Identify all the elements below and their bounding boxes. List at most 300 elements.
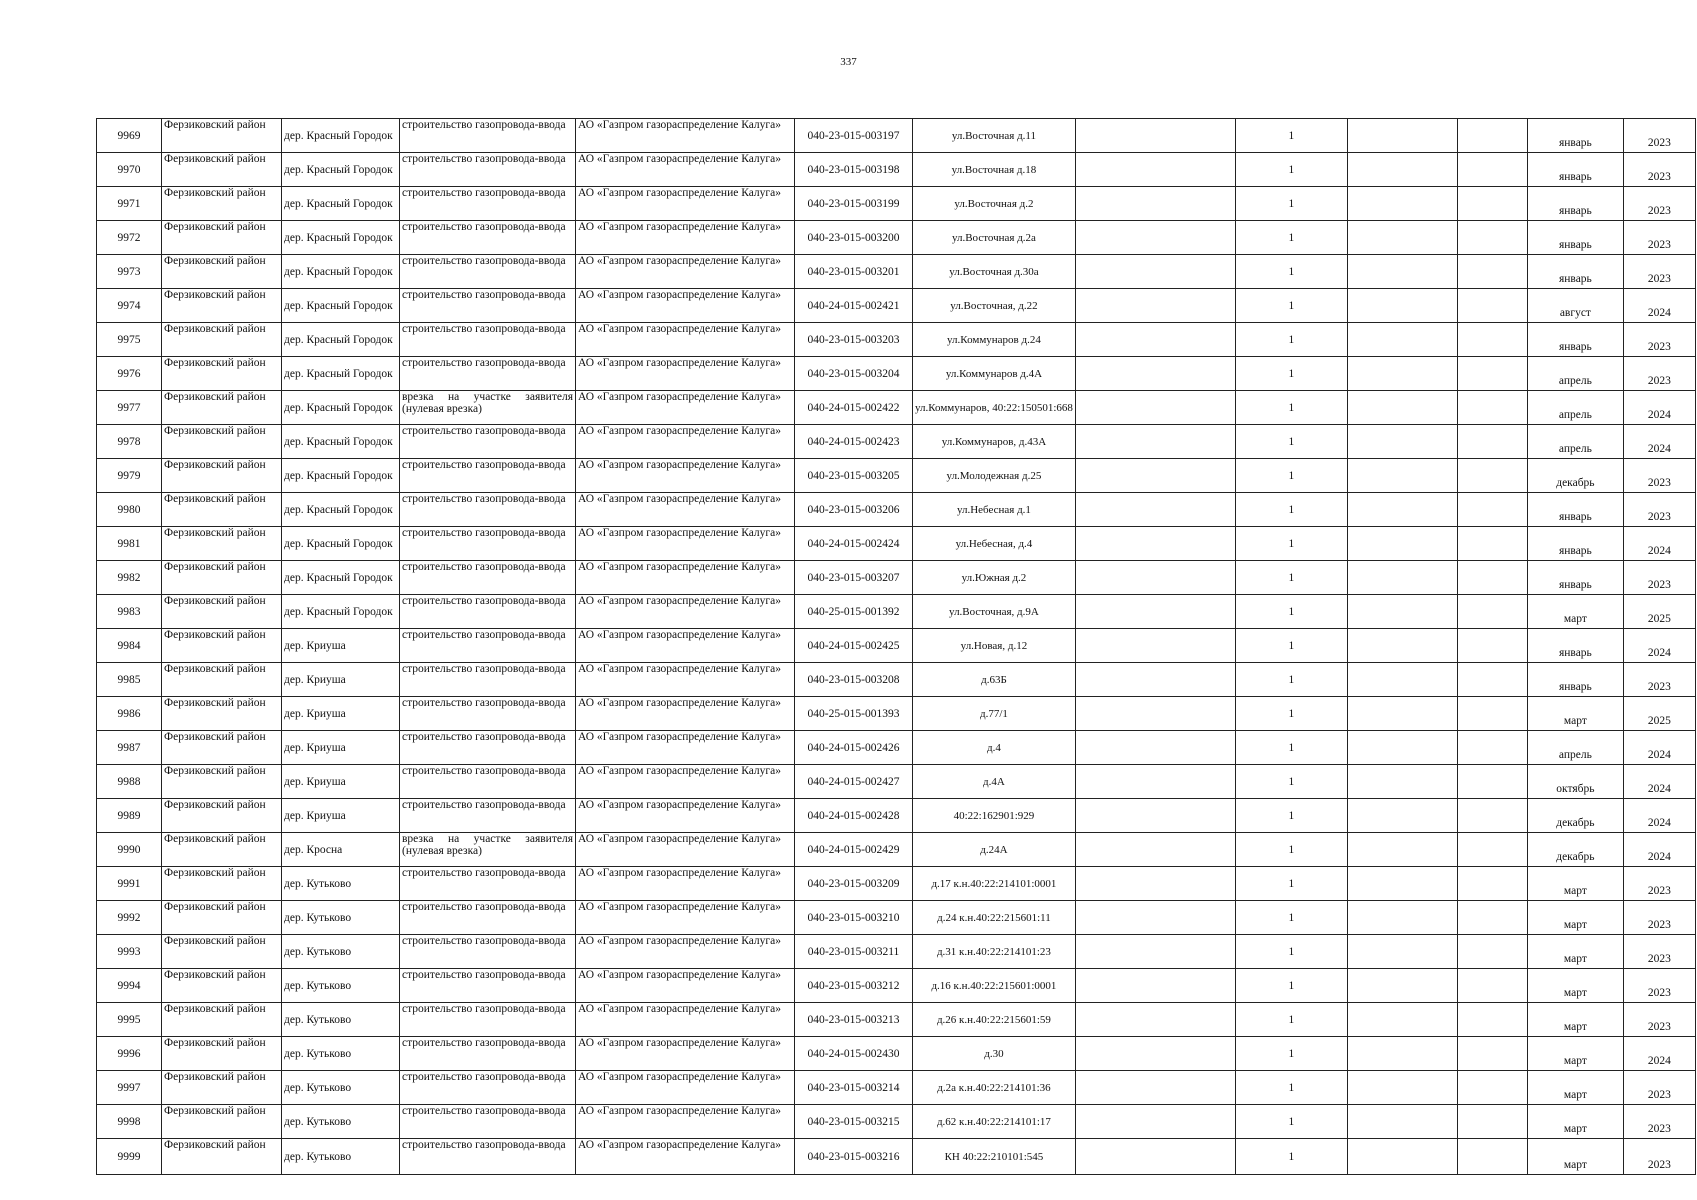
address-cell: д.24А (913, 833, 1076, 867)
month-cell: март (1527, 1071, 1623, 1105)
quantity-cell: 1 (1235, 629, 1347, 663)
organization-cell: АО «Газпром газораспределение Калуга» (576, 255, 795, 289)
year-cell: 2024 (1623, 1037, 1695, 1071)
year-cell: 2023 (1623, 255, 1695, 289)
empty-cell (1347, 459, 1457, 493)
work-type-cell: строительство газопровода-ввода (400, 799, 576, 833)
empty-cell (1457, 1037, 1527, 1071)
organization-cell: АО «Газпром газораспределение Калуга» (576, 595, 795, 629)
year-cell: 2024 (1623, 527, 1695, 561)
empty-cell (1457, 901, 1527, 935)
organization-cell: АО «Газпром газораспределение Калуга» (576, 391, 795, 425)
empty-cell (1347, 323, 1457, 357)
locality-cell: дер. Красный Городок (282, 221, 400, 255)
address-cell: ул.Коммунаров д.4А (913, 357, 1076, 391)
empty-cell (1457, 459, 1527, 493)
locality-cell: дер. Красный Городок (282, 561, 400, 595)
locality-cell: дер. Красный Городок (282, 153, 400, 187)
district-cell: Ферзиковский район (162, 255, 282, 289)
district-cell: Ферзиковский район (162, 901, 282, 935)
table-row (97, 1105, 1696, 1139)
month-cell: март (1527, 1037, 1623, 1071)
work-type-cell: строительство газопровода-ввода (400, 1139, 576, 1175)
row-number-cell: 9974 (97, 289, 162, 323)
district-cell: Ферзиковский район (162, 595, 282, 629)
address-cell: д.4 (913, 731, 1076, 765)
month-cell: апрель (1527, 391, 1623, 425)
year-cell: 2023 (1623, 153, 1695, 187)
work-type-cell: строительство газопровода-ввода (400, 1105, 576, 1139)
row-number-cell: 9989 (97, 799, 162, 833)
code-cell: 040-24-015-002429 (795, 833, 913, 867)
code-cell: 040-23-015-003209 (795, 867, 913, 901)
address-cell: ул.Коммунаров д.24 (913, 323, 1076, 357)
year-cell: 2025 (1623, 697, 1695, 731)
empty-cell (1457, 357, 1527, 391)
organization-cell: АО «Газпром газораспределение Калуга» (576, 901, 795, 935)
district-cell: Ферзиковский район (162, 119, 282, 153)
quantity-cell: 1 (1235, 595, 1347, 629)
table-row (97, 527, 1696, 561)
empty-cell (1457, 731, 1527, 765)
locality-cell: дер. Криуша (282, 663, 400, 697)
quantity-cell: 1 (1235, 1139, 1347, 1175)
empty-cell (1347, 935, 1457, 969)
row-number-cell: 9977 (97, 391, 162, 425)
address-cell: д.30 (913, 1037, 1076, 1071)
empty-cell (1075, 425, 1235, 459)
row-number-cell: 9969 (97, 119, 162, 153)
empty-cell (1457, 595, 1527, 629)
code-cell: 040-25-015-001392 (795, 595, 913, 629)
empty-cell (1347, 969, 1457, 1003)
month-cell: август (1527, 289, 1623, 323)
empty-cell (1075, 459, 1235, 493)
empty-cell (1347, 527, 1457, 561)
row-number-cell: 9987 (97, 731, 162, 765)
empty-cell (1347, 765, 1457, 799)
year-cell: 2025 (1623, 595, 1695, 629)
quantity-cell: 1 (1235, 425, 1347, 459)
empty-cell (1075, 697, 1235, 731)
organization-cell: АО «Газпром газораспределение Калуга» (576, 221, 795, 255)
empty-cell (1347, 731, 1457, 765)
empty-cell (1075, 663, 1235, 697)
code-cell: 040-24-015-002425 (795, 629, 913, 663)
year-cell: 2023 (1623, 493, 1695, 527)
table-row (97, 595, 1696, 629)
quantity-cell: 1 (1235, 357, 1347, 391)
empty-cell (1457, 663, 1527, 697)
work-type-cell: строительство газопровода-ввода (400, 697, 576, 731)
month-cell: март (1527, 935, 1623, 969)
work-type-cell: строительство газопровода-ввода (400, 323, 576, 357)
locality-cell: дер. Кутьково (282, 1037, 400, 1071)
locality-cell: дер. Красный Городок (282, 187, 400, 221)
code-cell: 040-23-015-003198 (795, 153, 913, 187)
year-cell: 2024 (1623, 391, 1695, 425)
empty-cell (1347, 119, 1457, 153)
month-cell: декабрь (1527, 799, 1623, 833)
district-cell: Ферзиковский район (162, 153, 282, 187)
row-number-cell: 9993 (97, 935, 162, 969)
row-number-cell: 9978 (97, 425, 162, 459)
empty-cell (1457, 1139, 1527, 1175)
empty-cell (1075, 527, 1235, 561)
year-cell: 2024 (1623, 833, 1695, 867)
empty-cell (1075, 731, 1235, 765)
organization-cell: АО «Газпром газораспределение Калуга» (576, 323, 795, 357)
quantity-cell: 1 (1235, 663, 1347, 697)
organization-cell: АО «Газпром газораспределение Калуга» (576, 119, 795, 153)
quantity-cell: 1 (1235, 289, 1347, 323)
code-cell: 040-23-015-003213 (795, 1003, 913, 1037)
locality-cell: дер. Красный Городок (282, 595, 400, 629)
table-row (97, 153, 1696, 187)
empty-cell (1347, 1071, 1457, 1105)
code-cell: 040-24-015-002426 (795, 731, 913, 765)
code-cell: 040-23-015-003211 (795, 935, 913, 969)
district-cell: Ферзиковский район (162, 459, 282, 493)
district-cell: Ферзиковский район (162, 663, 282, 697)
district-cell: Ферзиковский район (162, 221, 282, 255)
empty-cell (1457, 527, 1527, 561)
table-row (97, 323, 1696, 357)
page-number: 337 (840, 56, 857, 68)
code-cell: 040-25-015-001393 (795, 697, 913, 731)
empty-cell (1347, 1139, 1457, 1175)
district-cell: Ферзиковский район (162, 425, 282, 459)
table-row (97, 289, 1696, 323)
code-cell: 040-23-015-003205 (795, 459, 913, 493)
year-cell: 2024 (1623, 731, 1695, 765)
quantity-cell: 1 (1235, 1037, 1347, 1071)
empty-cell (1457, 1105, 1527, 1139)
row-number-cell: 9985 (97, 663, 162, 697)
organization-cell: АО «Газпром газораспределение Калуга» (576, 527, 795, 561)
empty-cell (1347, 867, 1457, 901)
row-number-cell: 9997 (97, 1071, 162, 1105)
month-cell: март (1527, 1105, 1623, 1139)
table-row (97, 1037, 1696, 1071)
year-cell: 2023 (1623, 663, 1695, 697)
empty-cell (1457, 255, 1527, 289)
year-cell: 2024 (1623, 425, 1695, 459)
code-cell: 040-23-015-003207 (795, 561, 913, 595)
work-type-cell: строительство газопровода-ввода (400, 765, 576, 799)
empty-cell (1347, 493, 1457, 527)
row-number-cell: 9982 (97, 561, 162, 595)
month-cell: январь (1527, 493, 1623, 527)
empty-cell (1075, 1037, 1235, 1071)
row-number-cell: 9979 (97, 459, 162, 493)
year-cell: 2023 (1623, 459, 1695, 493)
month-cell: январь (1527, 255, 1623, 289)
address-cell: ул.Коммунаров, 40:22:150501:668 (913, 391, 1076, 425)
work-type-cell: строительство газопровода-ввода (400, 459, 576, 493)
locality-cell: дер. Кутьково (282, 901, 400, 935)
address-cell: д.16 к.н.40:22:215601:0001 (913, 969, 1076, 1003)
locality-cell: дер. Криуша (282, 731, 400, 765)
empty-cell (1075, 1071, 1235, 1105)
table-row (97, 799, 1696, 833)
address-cell: ул.Восточная д.11 (913, 119, 1076, 153)
month-cell: март (1527, 1003, 1623, 1037)
row-number-cell: 9976 (97, 357, 162, 391)
month-cell: март (1527, 969, 1623, 1003)
work-type-cell: строительство газопровода-ввода (400, 901, 576, 935)
empty-cell (1075, 187, 1235, 221)
quantity-cell: 1 (1235, 867, 1347, 901)
district-cell: Ферзиковский район (162, 1105, 282, 1139)
empty-cell (1347, 357, 1457, 391)
empty-cell (1075, 935, 1235, 969)
year-cell: 2023 (1623, 901, 1695, 935)
district-cell: Ферзиковский район (162, 833, 282, 867)
code-cell: 040-23-015-003206 (795, 493, 913, 527)
month-cell: апрель (1527, 425, 1623, 459)
year-cell: 2023 (1623, 1071, 1695, 1105)
row-number-cell: 9994 (97, 969, 162, 1003)
locality-cell: дер. Красный Городок (282, 459, 400, 493)
table-row (97, 935, 1696, 969)
work-type-cell: строительство газопровода-ввода (400, 357, 576, 391)
empty-cell (1075, 255, 1235, 289)
empty-cell (1075, 1003, 1235, 1037)
work-type-cell: строительство газопровода-ввода (400, 1003, 576, 1037)
empty-cell (1075, 799, 1235, 833)
empty-cell (1347, 1105, 1457, 1139)
empty-cell (1075, 867, 1235, 901)
organization-cell: АО «Газпром газораспределение Калуга» (576, 1071, 795, 1105)
work-type-cell: строительство газопровода-ввода (400, 561, 576, 595)
empty-cell (1075, 391, 1235, 425)
empty-cell (1347, 289, 1457, 323)
empty-cell (1347, 561, 1457, 595)
month-cell: март (1527, 901, 1623, 935)
month-cell: декабрь (1527, 833, 1623, 867)
organization-cell: АО «Газпром газораспределение Калуга» (576, 187, 795, 221)
organization-cell: АО «Газпром газораспределение Калуга» (576, 1139, 795, 1175)
empty-cell (1347, 901, 1457, 935)
empty-cell (1075, 289, 1235, 323)
table-row (97, 901, 1696, 935)
table-row (97, 697, 1696, 731)
empty-cell (1457, 153, 1527, 187)
organization-cell: АО «Газпром газораспределение Калуга» (576, 867, 795, 901)
organization-cell: АО «Газпром газораспределение Калуга» (576, 935, 795, 969)
address-cell: КН 40:22:210101:545 (913, 1139, 1076, 1175)
table-row (97, 663, 1696, 697)
work-type-cell: строительство газопровода-ввода (400, 969, 576, 1003)
document-table (96, 118, 1696, 1175)
table-row (97, 1071, 1696, 1105)
work-type-cell: строительство газопровода-ввода (400, 187, 576, 221)
organization-cell: АО «Газпром газораспределение Калуга» (576, 765, 795, 799)
row-number-cell: 9988 (97, 765, 162, 799)
organization-cell: АО «Газпром газораспределение Калуга» (576, 833, 795, 867)
year-cell: 2024 (1623, 799, 1695, 833)
quantity-cell: 1 (1235, 833, 1347, 867)
organization-cell: АО «Газпром газораспределение Калуга» (576, 697, 795, 731)
table-row (97, 425, 1696, 459)
code-cell: 040-24-015-002430 (795, 1037, 913, 1071)
address-cell: ул.Восточная д.18 (913, 153, 1076, 187)
table-row (97, 1139, 1696, 1175)
empty-cell (1457, 425, 1527, 459)
district-cell: Ферзиковский район (162, 867, 282, 901)
address-cell: ул.Восточная, д.9А (913, 595, 1076, 629)
quantity-cell: 1 (1235, 731, 1347, 765)
locality-cell: дер. Криуша (282, 629, 400, 663)
work-type-cell: строительство газопровода-ввода (400, 1037, 576, 1071)
row-number-cell: 9973 (97, 255, 162, 289)
quantity-cell: 1 (1235, 255, 1347, 289)
code-cell: 040-23-015-003214 (795, 1071, 913, 1105)
empty-cell (1457, 561, 1527, 595)
organization-cell: АО «Газпром газораспределение Калуга» (576, 357, 795, 391)
locality-cell: дер. Красный Городок (282, 357, 400, 391)
quantity-cell: 1 (1235, 459, 1347, 493)
year-cell: 2023 (1623, 1139, 1695, 1175)
code-cell: 040-23-015-003212 (795, 969, 913, 1003)
table-row (97, 969, 1696, 1003)
month-cell: январь (1527, 119, 1623, 153)
empty-cell (1075, 969, 1235, 1003)
work-type-cell: строительство газопровода-ввода (400, 867, 576, 901)
empty-cell (1457, 187, 1527, 221)
empty-cell (1457, 391, 1527, 425)
empty-cell (1347, 629, 1457, 663)
work-type-cell: строительство газопровода-ввода (400, 221, 576, 255)
district-cell: Ферзиковский район (162, 493, 282, 527)
empty-cell (1457, 119, 1527, 153)
empty-cell (1457, 697, 1527, 731)
work-type-cell: строительство газопровода-ввода (400, 119, 576, 153)
row-number-cell: 9999 (97, 1139, 162, 1175)
code-cell: 040-23-015-003200 (795, 221, 913, 255)
empty-cell (1075, 493, 1235, 527)
quantity-cell: 1 (1235, 901, 1347, 935)
month-cell: январь (1527, 663, 1623, 697)
empty-cell (1457, 867, 1527, 901)
district-cell: Ферзиковский район (162, 799, 282, 833)
empty-cell (1347, 153, 1457, 187)
year-cell: 2023 (1623, 221, 1695, 255)
table-row (97, 459, 1696, 493)
table-row (97, 187, 1696, 221)
locality-cell: дер. Красный Городок (282, 527, 400, 561)
table-row (97, 493, 1696, 527)
district-cell: Ферзиковский район (162, 1071, 282, 1105)
organization-cell: АО «Газпром газораспределение Калуга» (576, 629, 795, 663)
month-cell: март (1527, 697, 1623, 731)
code-cell: 040-24-015-002422 (795, 391, 913, 425)
empty-cell (1457, 629, 1527, 663)
quantity-cell: 1 (1235, 153, 1347, 187)
quantity-cell: 1 (1235, 323, 1347, 357)
month-cell: март (1527, 595, 1623, 629)
district-cell: Ферзиковский район (162, 1037, 282, 1071)
quantity-cell: 1 (1235, 935, 1347, 969)
quantity-cell: 1 (1235, 493, 1347, 527)
work-type-cell: строительство газопровода-ввода (400, 1071, 576, 1105)
district-cell: Ферзиковский район (162, 765, 282, 799)
address-cell: 40:22:162901:929 (913, 799, 1076, 833)
row-number-cell: 9975 (97, 323, 162, 357)
address-cell: д.62 к.н.40:22:214101:17 (913, 1105, 1076, 1139)
district-cell: Ферзиковский район (162, 289, 282, 323)
table-row (97, 833, 1696, 867)
month-cell: январь (1527, 527, 1623, 561)
address-cell: ул.Восточная д.30а (913, 255, 1076, 289)
empty-cell (1457, 799, 1527, 833)
work-type-cell: строительство газопровода-ввода (400, 425, 576, 459)
code-cell: 040-23-015-003197 (795, 119, 913, 153)
district-cell: Ферзиковский район (162, 731, 282, 765)
month-cell: январь (1527, 187, 1623, 221)
quantity-cell: 1 (1235, 187, 1347, 221)
address-cell: д.4А (913, 765, 1076, 799)
month-cell: январь (1527, 561, 1623, 595)
month-cell: декабрь (1527, 459, 1623, 493)
code-cell: 040-24-015-002428 (795, 799, 913, 833)
month-cell: март (1527, 1139, 1623, 1175)
work-type-cell: строительство газопровода-ввода (400, 935, 576, 969)
organization-cell: АО «Газпром газораспределение Калуга» (576, 459, 795, 493)
empty-cell (1075, 561, 1235, 595)
locality-cell: дер. Криуша (282, 765, 400, 799)
locality-cell: дер. Красный Городок (282, 425, 400, 459)
code-cell: 040-23-015-003204 (795, 357, 913, 391)
organization-cell: АО «Газпром газораспределение Калуга» (576, 731, 795, 765)
organization-cell: АО «Газпром газораспределение Калуга» (576, 493, 795, 527)
empty-cell (1075, 765, 1235, 799)
district-cell: Ферзиковский район (162, 187, 282, 221)
empty-cell (1347, 187, 1457, 221)
quantity-cell: 1 (1235, 119, 1347, 153)
code-cell: 040-24-015-002423 (795, 425, 913, 459)
organization-cell: АО «Газпром газораспределение Калуга» (576, 1105, 795, 1139)
empty-cell (1457, 1071, 1527, 1105)
table-row (97, 1003, 1696, 1037)
month-cell: март (1527, 867, 1623, 901)
empty-cell (1075, 119, 1235, 153)
locality-cell: дер. Красный Городок (282, 289, 400, 323)
address-cell: ул.Новая, д.12 (913, 629, 1076, 663)
year-cell: 2023 (1623, 357, 1695, 391)
quantity-cell: 1 (1235, 697, 1347, 731)
work-type-cell: врезка на участке заявителя (нулевая врезка) (400, 833, 576, 867)
work-type-cell: строительство газопровода-ввода (400, 731, 576, 765)
empty-cell (1457, 969, 1527, 1003)
district-cell: Ферзиковский район (162, 697, 282, 731)
address-cell: д.17 к.н.40:22:214101:0001 (913, 867, 1076, 901)
empty-cell (1075, 1139, 1235, 1175)
address-cell: ул.Молодежная д.25 (913, 459, 1076, 493)
table-row (97, 119, 1696, 153)
row-number-cell: 9980 (97, 493, 162, 527)
address-cell: ул.Восточная д.2 (913, 187, 1076, 221)
district-cell: Ферзиковский район (162, 969, 282, 1003)
empty-cell (1457, 833, 1527, 867)
quantity-cell: 1 (1235, 561, 1347, 595)
district-cell: Ферзиковский район (162, 561, 282, 595)
empty-cell (1075, 833, 1235, 867)
locality-cell: дер. Красный Городок (282, 391, 400, 425)
address-cell: ул.Восточная, д.22 (913, 289, 1076, 323)
work-type-cell: строительство газопровода-ввода (400, 289, 576, 323)
